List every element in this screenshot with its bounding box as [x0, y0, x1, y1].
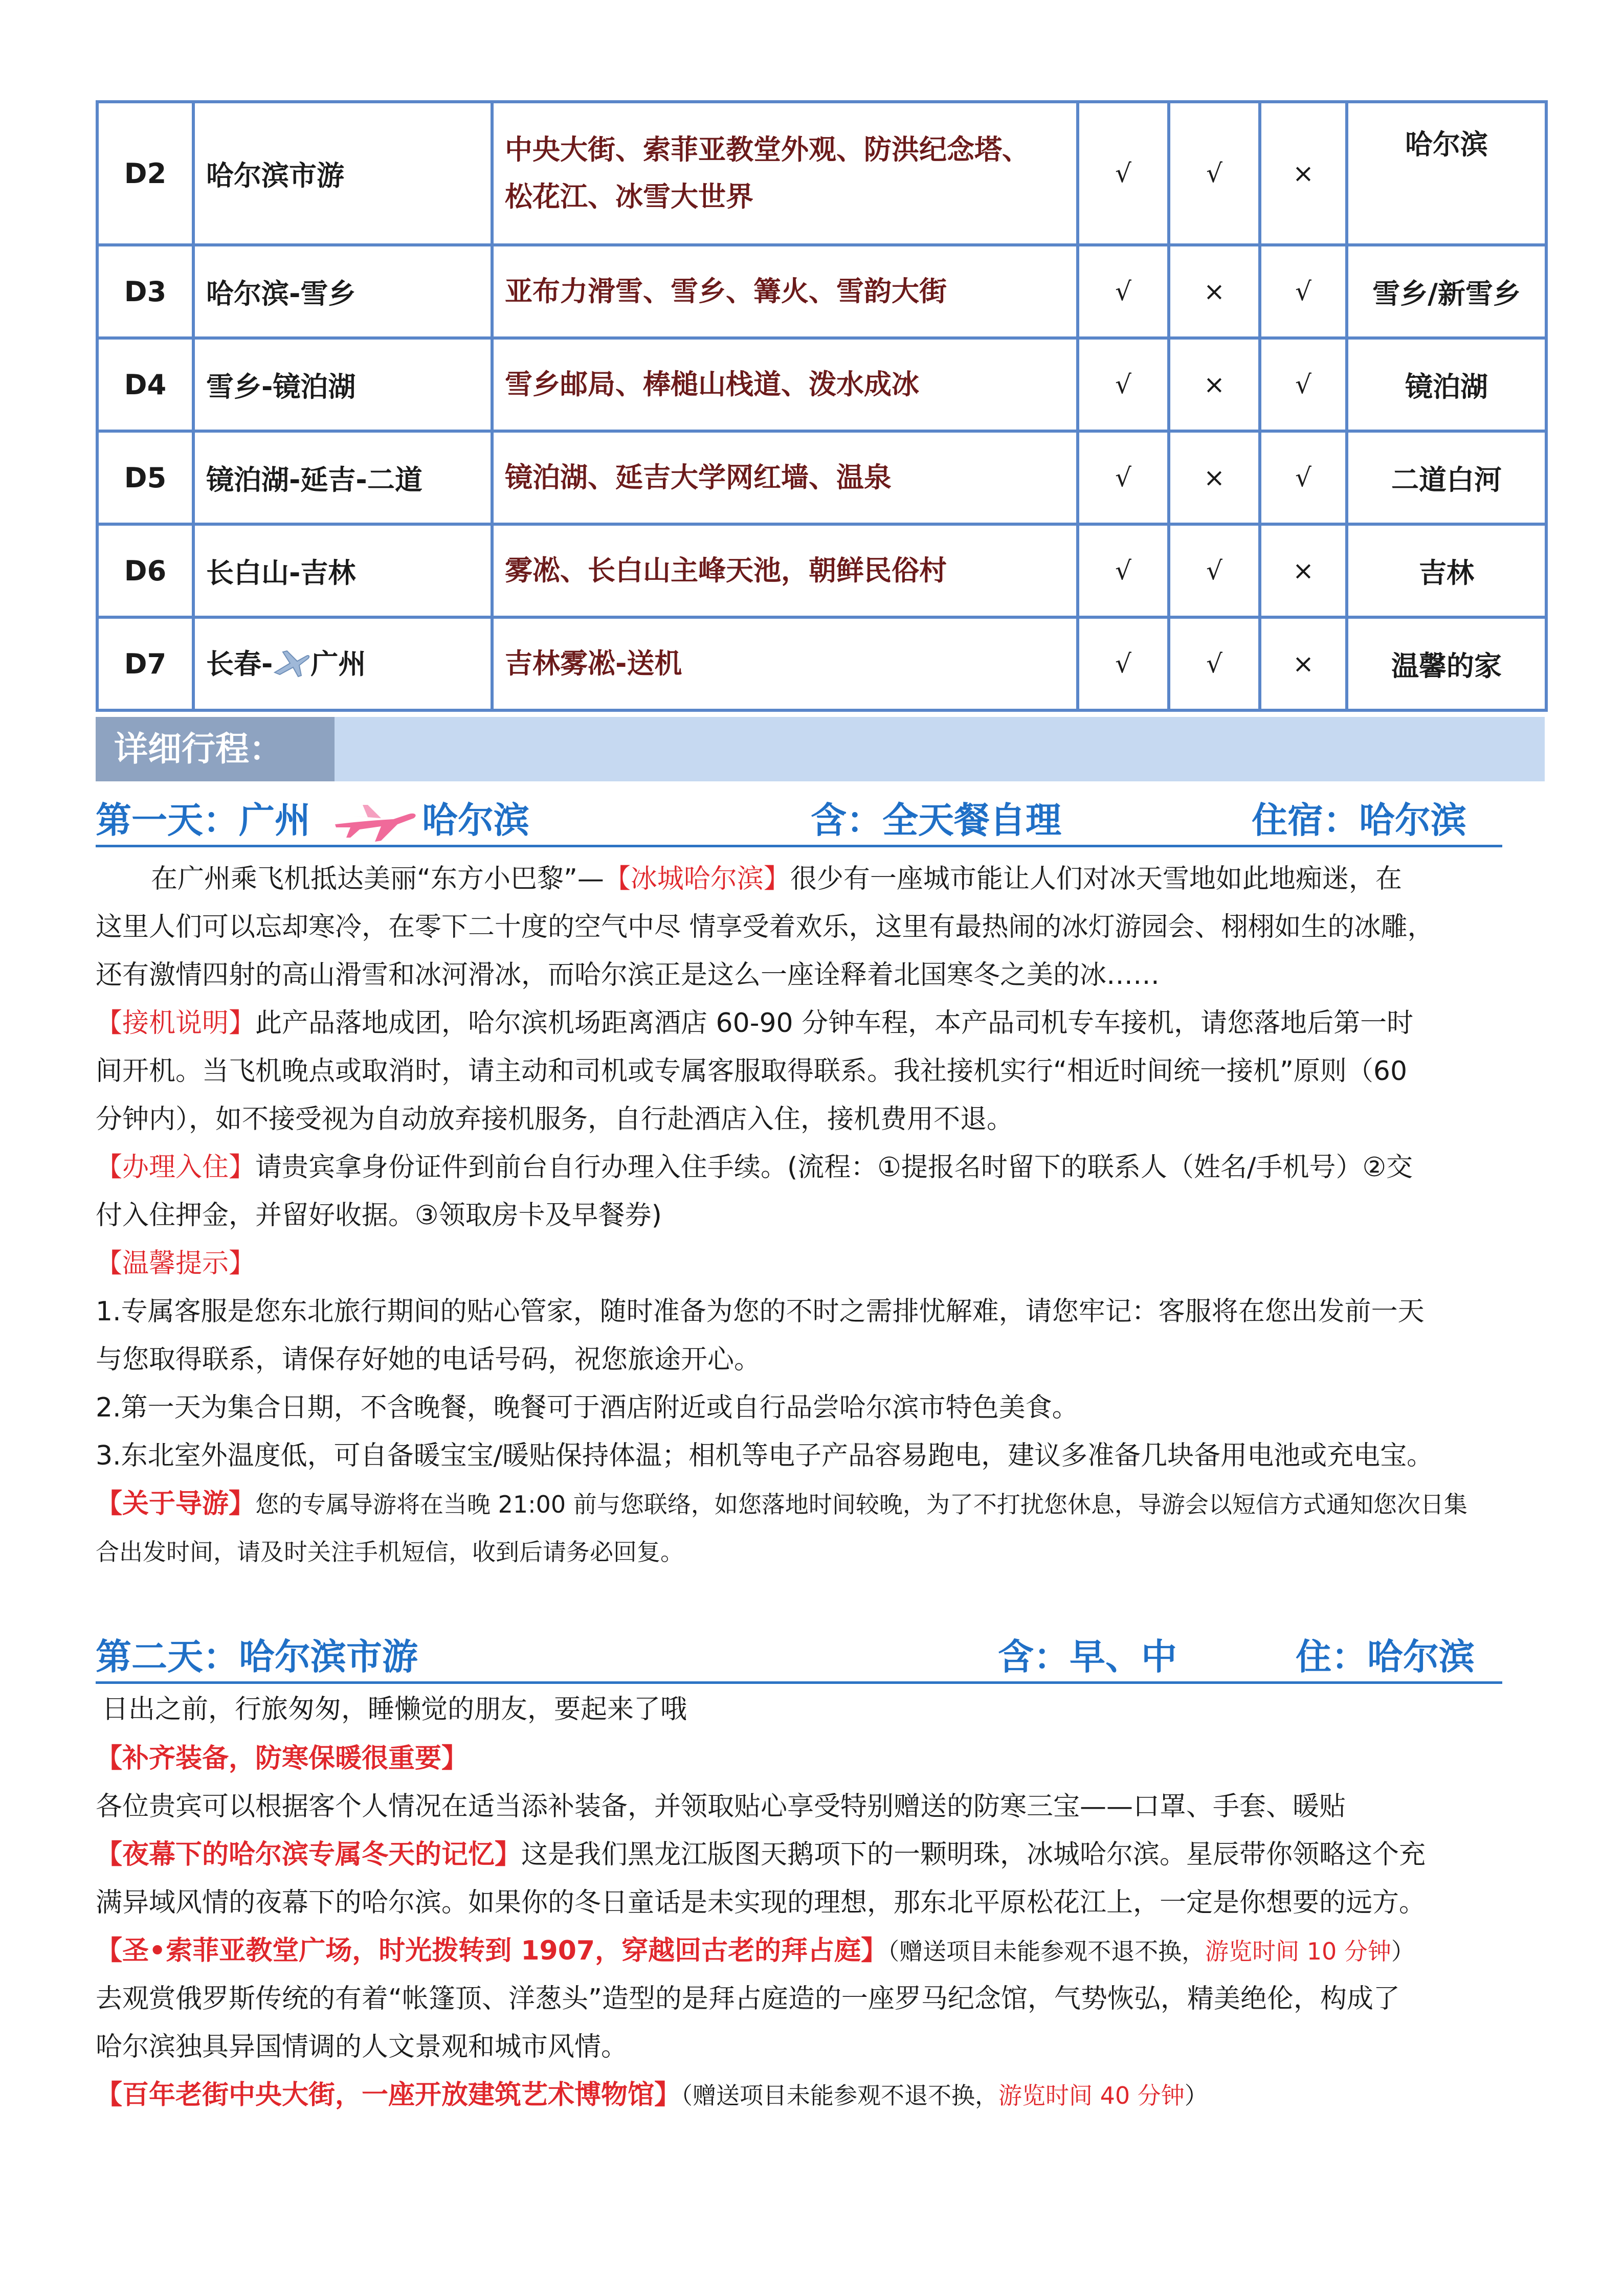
lunch-cell: √ — [1169, 102, 1260, 245]
street-note-time: 游览时间 40 分钟 — [998, 2082, 1185, 2109]
checkin-info-line: 付入住押金，并留好收据。③领取房卡及早餐券) — [96, 1200, 662, 1231]
sofia-line: 去观赏俄罗斯传统的有着“帐篷顶、洋葱头”造型的是拜占庭造的一座罗马纪念馆，气势恢弘，精美绝伦，构成了 — [96, 1984, 1400, 2014]
sights-line: 中央大街、索菲亚教堂外观、防洪纪念塔、 — [505, 133, 1030, 166]
table-row — [97, 245, 1546, 338]
pickup-info-line: 分钟内），如不接受视为自动放弃接机服务，自行赴酒店入住，接机费用不退。 — [96, 1104, 1014, 1135]
section-title: 详细行程： — [96, 717, 335, 781]
table-row — [97, 431, 1546, 524]
guide-info — [96, 1480, 1528, 1528]
text: 这是我们黑龙江版图天鹅项下的一颗明珠，冰城哈尔滨。星辰带你领略这个充 — [521, 1839, 1426, 1870]
hotel-cell: 温馨的家 — [1347, 617, 1546, 710]
street-note-end: ） — [1184, 2082, 1208, 2109]
day-cell: D4 — [97, 338, 193, 431]
day1-intro-line — [96, 855, 1583, 903]
day1-header — [96, 796, 1502, 847]
breakfast-cell: √ — [1078, 102, 1169, 245]
airplane-icon — [273, 646, 310, 685]
street-note: （赠送项目未能参观不退不换， — [681, 2082, 999, 2109]
sights-cell: 镜泊湖、延吉大学网红墙、温泉 — [492, 431, 1078, 524]
dinner-cell: √ — [1260, 431, 1347, 524]
street-header — [96, 2071, 1528, 2120]
day-cell: D3 — [97, 245, 193, 338]
day1-intro-line: 这里人们可以忘却寒冷，在零下二十度的空气中尽 情享受着欢乐，这里有最热闹的冰灯游园会、栩栩如生的冰雕， — [96, 912, 1434, 942]
night-info — [96, 1831, 1528, 1879]
airplane-icon — [332, 794, 419, 859]
day2-title: 第二天：哈尔滨市游 — [96, 1636, 418, 1678]
text: 请贵宾拿身份证件到前台自行办理入住手续。(流程：①提报名时留下的联系人（姓名/手机号）②交 — [255, 1152, 1413, 1183]
tag: 【冰城哈尔滨】 — [604, 864, 790, 894]
table-row — [97, 524, 1546, 617]
sofia-line: 哈尔滨独具异国情调的人文景观和城市风情。 — [96, 2032, 628, 2062]
day1-meals: 含：全天餐自理 — [811, 799, 1061, 841]
pickup-tag: 【接机说明】 — [96, 1008, 256, 1039]
lunch-cell: × — [1169, 245, 1260, 338]
hotel-cell: 二道白河 — [1347, 431, 1546, 524]
lunch-cell: × — [1169, 431, 1260, 524]
dinner-cell: √ — [1260, 245, 1347, 338]
breakfast-cell: √ — [1078, 245, 1169, 338]
day2-meals: 含：早、中 — [998, 1636, 1177, 1678]
sights-line: 松花江、冰雪大世界 — [505, 181, 753, 213]
sights-cell: 雾凇、长白山主峰天池，朝鲜民俗村 — [492, 524, 1078, 617]
night-info-line: 满异域风情的夜幕下的哈尔滨。如果你的冬日童话是未实现的理想，那东北平原松花江上，一定是你想要的远方。 — [96, 1887, 1426, 1918]
text: 在广州乘飞机抵达美丽“东方小巴黎”— — [151, 864, 604, 894]
sights-cell: 雪乡邮局、棒槌山栈道、泼水成冰 — [492, 338, 1078, 431]
sofia-note-time: 游览时间 10 分钟 — [1205, 1938, 1391, 1965]
table-row — [97, 102, 1546, 245]
dinner-cell: × — [1260, 617, 1347, 710]
lunch-cell: × — [1169, 338, 1260, 431]
sofia-tag: 【圣•索菲亚教堂广场，时光拨转到 1907，穿越回古老的拜占庭】 — [96, 1935, 888, 1966]
table-row — [97, 338, 1546, 431]
pickup-info — [96, 999, 1528, 1047]
tip-line: 1.专属客服是您东北旅行期间的贴心管家，随时准备为您的不时之需排忧解难，请您牢记：客服将在您出发前一天 — [96, 1296, 1425, 1327]
hotel-cell: 哈尔滨 — [1347, 102, 1546, 245]
route-to: 广州 — [310, 647, 366, 680]
lunch-cell: √ — [1169, 617, 1260, 710]
route-cell: 镜泊湖-延吉-二道 — [193, 431, 492, 524]
hotel-cell: 吉林 — [1347, 524, 1546, 617]
text: 此产品落地成团，哈尔滨机场距离酒店 60-90 分钟车程，本产品司机专车接机，请您落地后第一时 — [255, 1008, 1414, 1039]
table-row — [97, 617, 1546, 710]
sights-cell — [492, 102, 1078, 245]
tips-tag: 【温馨提示】 — [96, 1248, 256, 1279]
dinner-cell: × — [1260, 524, 1347, 617]
hotel-cell: 镜泊湖 — [1347, 338, 1546, 431]
text: 很少有一座城市能让人们对冰天雪地如此地痴迷，在 — [790, 864, 1402, 894]
tip-line: 3.东北室外温度低，可自备暖宝宝/暖贴保持体温；相机等电子产品容易跑电，建议多准备几块备用电池或充电宝。 — [96, 1440, 1434, 1471]
gear-text: 各位贵宾可以根据客个人情况在适当添补装备，并领取贴心享受特别赠送的防寒三宝——口罩、手套、暖贴 — [96, 1791, 1346, 1822]
route-cell: 哈尔滨市游 — [193, 102, 492, 245]
day-cell: D7 — [97, 617, 193, 710]
day-cell: D6 — [97, 524, 193, 617]
hotel-cell: 雪乡/新雪乡 — [1347, 245, 1546, 338]
breakfast-cell: √ — [1078, 524, 1169, 617]
checkin-info — [96, 1143, 1528, 1191]
day1-title: 第一天：广州 — [96, 799, 310, 841]
sofia-note: （赠送项目未能参观不退不换， — [887, 1938, 1206, 1965]
sights-cell: 吉林雾凇-送机 — [492, 617, 1078, 710]
day1-stay: 住宿：哈尔滨 — [1252, 799, 1466, 841]
day-cell: D5 — [97, 431, 193, 524]
day-cell: D2 — [97, 102, 193, 245]
breakfast-cell: √ — [1078, 338, 1169, 431]
route-cell: 哈尔滨-雪乡 — [193, 245, 492, 338]
itinerary-table — [96, 100, 1548, 712]
sights-cell: 亚布力滑雪、雪乡、篝火、雪韵大街 — [492, 245, 1078, 338]
sofia-header — [96, 1927, 1528, 1975]
route-cell: 长白山-吉林 — [193, 524, 492, 617]
night-tag: 【夜幕下的哈尔滨专属冬天的记忆】 — [96, 1839, 522, 1870]
day2-stay: 住：哈尔滨 — [1296, 1636, 1475, 1678]
breakfast-cell: √ — [1078, 431, 1169, 524]
day1-title-destination: 哈尔滨 — [422, 799, 529, 841]
route-cell: 雪乡-镜泊湖 — [193, 338, 492, 431]
checkin-tag: 【办理入住】 — [96, 1152, 256, 1183]
route-from: 长春- — [206, 647, 273, 680]
dinner-cell: √ — [1260, 338, 1347, 431]
guide-tag: 【关于导游】 — [96, 1489, 256, 1519]
pickup-info-line: 间开机。当飞机晚点或取消时，请主动和司机或专属客服取得联系。我社接机实行“相近时间统一接机”原则（60 — [96, 1056, 1408, 1087]
day1-intro-line: 还有激情四射的高山滑雪和冰河滑冰，而哈尔滨正是这么一座诠释着北国寒冬之美的冰…… — [96, 960, 1160, 991]
route-cell — [193, 617, 492, 710]
tip-line: 2.第一天为集合日期，不含晚餐，晚餐可于酒店附近或自行品尝哈尔滨市特色美食。 — [96, 1392, 1079, 1423]
lunch-cell: √ — [1169, 524, 1260, 617]
tip-line: 与您取得联系，请保存好她的电话号码，祝您旅途开心。 — [96, 1344, 761, 1375]
text: 您的专属导游将在当晚 21:00 前与您联络，如您落地时间较晚，为了不打扰您休息，导游会以短信方式通知您次日集 — [255, 1491, 1467, 1518]
day2-intro: 日出之前，行旅匆匆，睡懒觉的朋友，要起来了哦 — [102, 1694, 687, 1725]
guide-info-line: 合出发时间，请及时关注手机短信，收到后请务必回复。 — [96, 1538, 684, 1566]
day2-header — [96, 1632, 1502, 1684]
gear-tag: 【补齐装备，防寒保暖很重要】 — [96, 1743, 469, 1774]
breakfast-cell: √ — [1078, 617, 1169, 710]
dinner-cell: × — [1260, 102, 1347, 245]
sofia-note-end: ） — [1391, 1938, 1415, 1965]
section-header-bar — [96, 717, 1545, 781]
street-tag: 【百年老街中央大街，一座开放建筑艺术博物馆】 — [96, 2080, 681, 2110]
